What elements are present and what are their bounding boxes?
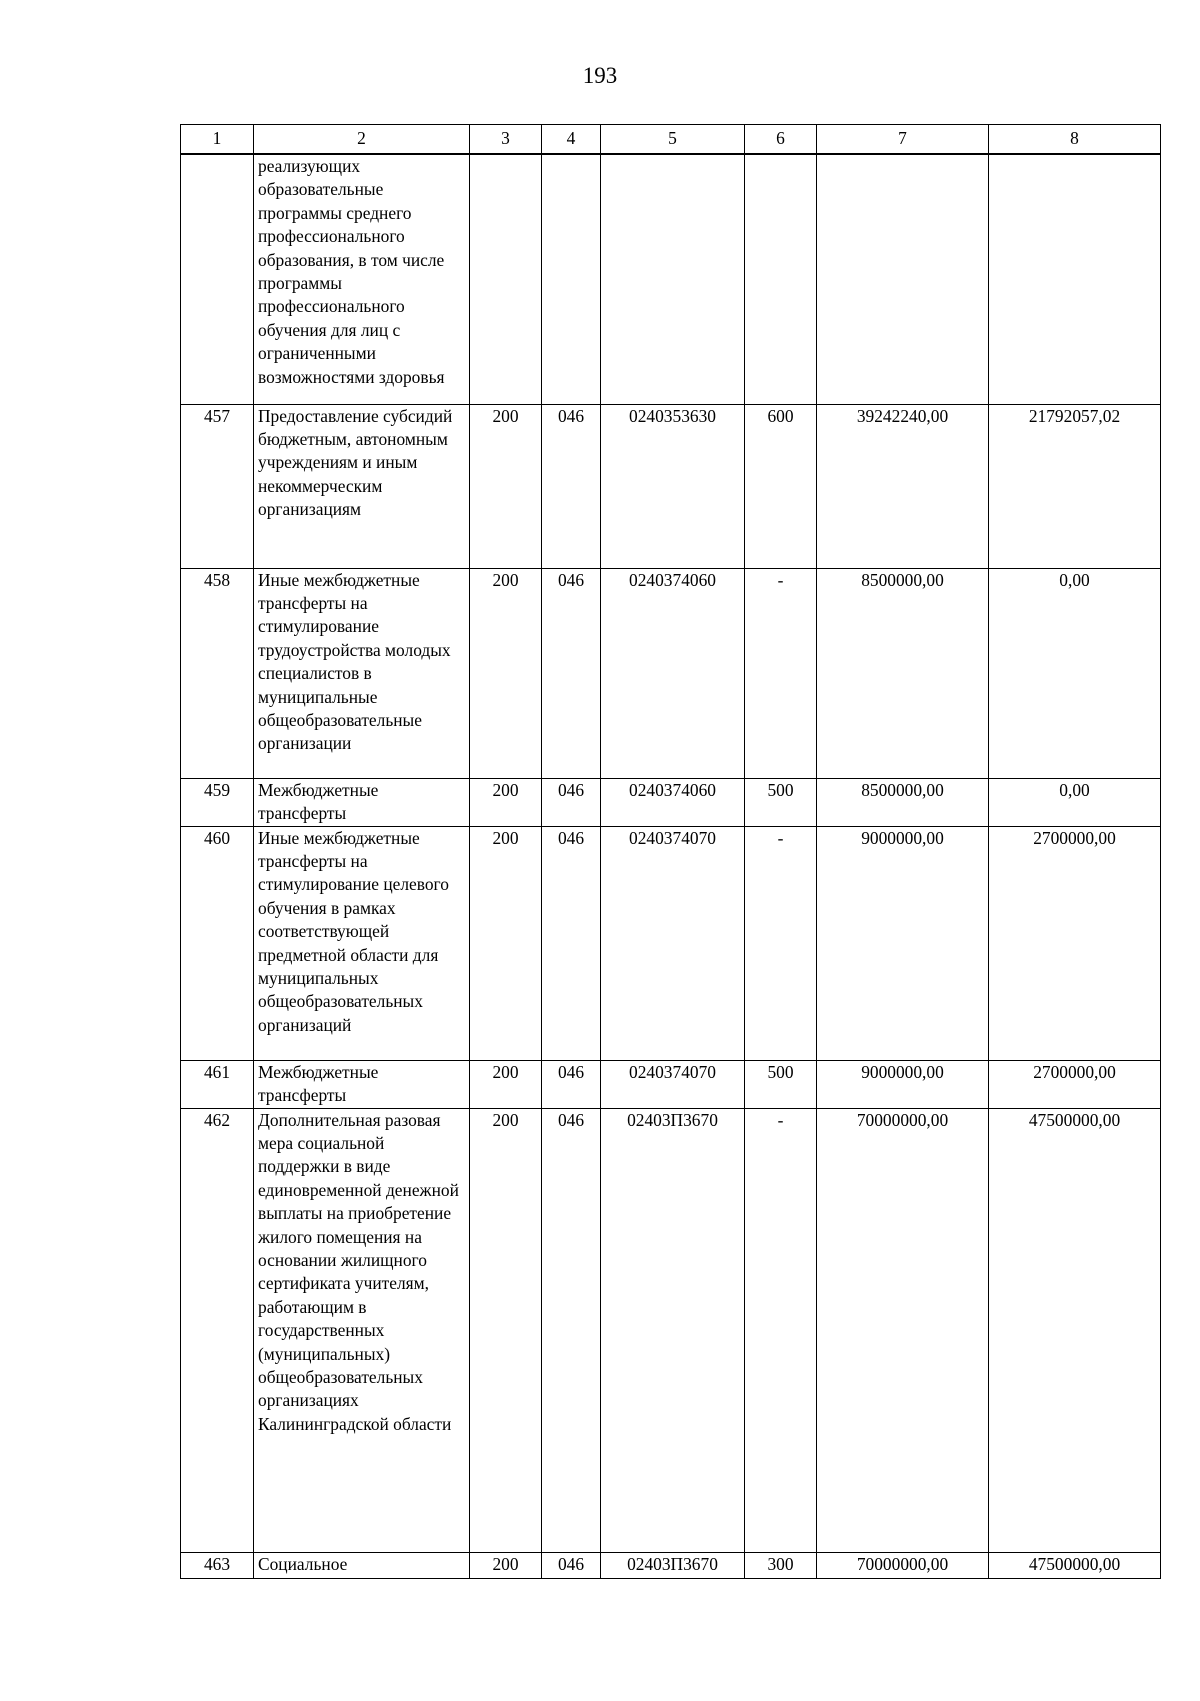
row-col8: 0,00 [989, 778, 1161, 826]
row-col3: 200 [470, 1552, 542, 1578]
row-col7: 8500000,00 [817, 568, 989, 778]
row-name: реализующих образовательные программы среднего профессионального образования, в том числе программы профессионального обучения для лиц с ограниченными возможностями здоровья [254, 154, 470, 404]
row-col8: 0,00 [989, 568, 1161, 778]
row-col7: 9000000,00 [817, 1060, 989, 1108]
row-col7: 70000000,00 [817, 1552, 989, 1578]
table-row [181, 154, 1161, 404]
row-col4: 046 [542, 826, 601, 1060]
row-col3: 200 [470, 1060, 542, 1108]
column-header-4: 4 [542, 125, 601, 155]
column-header-6: 6 [745, 125, 817, 155]
row-col5: 0240374070 [601, 1060, 745, 1108]
row-col5: 02403П3670 [601, 1108, 745, 1552]
row-number: 457 [181, 404, 254, 568]
table-row [181, 778, 1161, 826]
table-row [181, 568, 1161, 778]
row-col5: 0240374060 [601, 568, 745, 778]
row-number: 461 [181, 1060, 254, 1108]
row-name: Дополнительная разовая мера социальной поддержки в виде единовременной денежной выплаты на приобретение жилого помещения на основании жилищного сертификата учителям, работающим в государственных (муниципальных) общеобразовательных организациях Калининградской области [254, 1108, 470, 1552]
row-col7: 9000000,00 [817, 826, 989, 1060]
column-header-7: 7 [817, 125, 989, 155]
row-col3: 200 [470, 404, 542, 568]
row-col4 [542, 154, 601, 404]
row-col5: 0240374070 [601, 826, 745, 1060]
row-col6: - [745, 826, 817, 1060]
row-col6: - [745, 1108, 817, 1552]
column-header-3: 3 [470, 125, 542, 155]
row-col3: 200 [470, 1108, 542, 1552]
row-col8: 47500000,00 [989, 1552, 1161, 1578]
row-col3: 200 [470, 568, 542, 778]
row-col8: 2700000,00 [989, 1060, 1161, 1108]
row-col4: 046 [542, 778, 601, 826]
page-number: 193 [582, 63, 618, 88]
row-col6: 600 [745, 404, 817, 568]
row-col8: 47500000,00 [989, 1108, 1161, 1552]
row-name: Предоставление субсидий бюджетным, автономным учреждениям и иным некоммерческим организациям [254, 404, 470, 568]
row-name: Межбюджетные трансферты [254, 778, 470, 826]
row-col4: 046 [542, 1108, 601, 1552]
row-col6 [745, 154, 817, 404]
row-number: 458 [181, 568, 254, 778]
row-col3: 200 [470, 778, 542, 826]
column-header-1: 1 [181, 125, 254, 155]
row-col4: 046 [542, 1060, 601, 1108]
row-col8: 21792057,02 [989, 404, 1161, 568]
row-col6: - [745, 568, 817, 778]
table-row [181, 1108, 1161, 1552]
row-col5: 02403П3670 [601, 1552, 745, 1578]
row-name: Социальное [254, 1552, 470, 1578]
budget-table [180, 124, 1161, 1579]
row-col6: 500 [745, 1060, 817, 1108]
row-number: 462 [181, 1108, 254, 1552]
row-col7: 8500000,00 [817, 778, 989, 826]
table-row [181, 1552, 1161, 1578]
table-header-row [181, 125, 1161, 155]
row-col4: 046 [542, 404, 601, 568]
table-row [181, 826, 1161, 1060]
row-name: Межбюджетные трансферты [254, 1060, 470, 1108]
column-header-2: 2 [254, 125, 470, 155]
row-col3: 200 [470, 826, 542, 1060]
row-col3 [470, 154, 542, 404]
row-col6: 300 [745, 1552, 817, 1578]
table-row [181, 404, 1161, 568]
row-col5: 0240353630 [601, 404, 745, 568]
row-col8 [989, 154, 1161, 404]
row-col8: 2700000,00 [989, 826, 1161, 1060]
row-col5 [601, 154, 745, 404]
row-col6: 500 [745, 778, 817, 826]
row-col4: 046 [542, 568, 601, 778]
row-number: 460 [181, 826, 254, 1060]
row-col7: 70000000,00 [817, 1108, 989, 1552]
row-number [181, 154, 254, 404]
row-name: Иные межбюджетные трансферты на стимулирование трудоустройства молодых специалистов в муниципальные общеобразовательные организации [254, 568, 470, 778]
row-col7 [817, 154, 989, 404]
row-col5: 0240374060 [601, 778, 745, 826]
row-name: Иные межбюджетные трансферты на стимулирование целевого обучения в рамках соответствующей предметной области для муниципальных общеобразовательных организаций [254, 826, 470, 1060]
row-col7: 39242240,00 [817, 404, 989, 568]
row-col4: 046 [542, 1552, 601, 1578]
column-header-5: 5 [601, 125, 745, 155]
row-number: 463 [181, 1552, 254, 1578]
table-row [181, 1060, 1161, 1108]
row-number: 459 [181, 778, 254, 826]
column-header-8: 8 [989, 125, 1161, 155]
